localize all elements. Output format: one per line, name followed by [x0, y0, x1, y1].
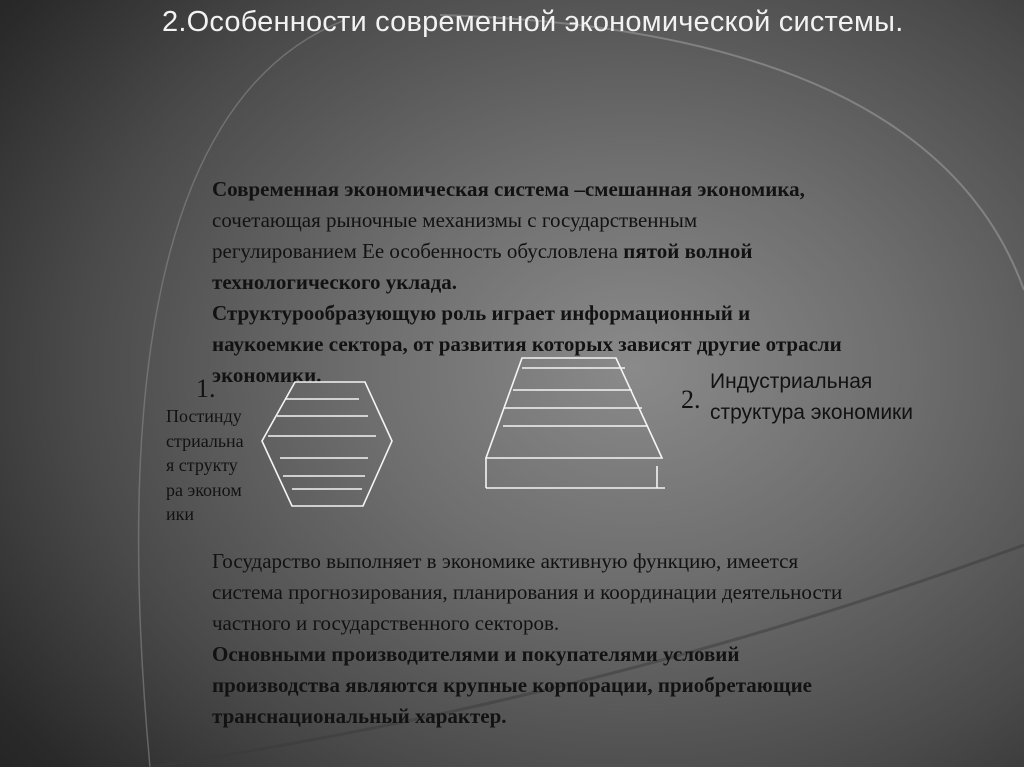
p2-line-5: производства являются крупные корпорации, приобретающие	[212, 673, 812, 697]
p2-line-1: Государство выполняет в экономике активную функцию, имеется	[212, 549, 799, 573]
paragraph-state-role	[212, 546, 1002, 732]
p1-line-4: технологического уклада.	[212, 270, 458, 294]
hexagon-outline	[262, 382, 392, 506]
p1-line-3-normal: регулированием Ее особенность обусловлена	[212, 239, 624, 263]
p1-line-6: наукоемкие сектора, от развития которых зависят другие отрасли	[212, 332, 842, 356]
diagram2-number: 2.	[681, 385, 701, 414]
p1-line-5: Структурообразующую роль играет информационный и	[212, 301, 751, 325]
diagram2-label: Индустриальная структура экономики	[710, 370, 913, 424]
p1-line-7: экономики.	[212, 363, 322, 387]
postindustrial-hexagon-diagram	[262, 382, 392, 506]
p2-line-3: частного и государственного секторов.	[212, 611, 560, 635]
diagram1-number: 1.	[196, 374, 216, 403]
p1-line-1: Современная экономическая система –смешанная экономика,	[212, 177, 805, 201]
slide-title: 2.Особенности современной экономической системы.	[162, 6, 904, 38]
p1-line-3-bold: пятой волной	[623, 239, 753, 263]
industrial-trapezoid-diagram	[486, 358, 665, 488]
diagram1-label: Постиндустриальная структура экономики	[166, 406, 244, 524]
p2-line-4: Основными производителями и покупателями условий	[212, 642, 740, 666]
p2-line-2: система прогнозирования, планирования и координации деятельности	[212, 580, 843, 604]
p1-line-2: сочетающая рыночные механизмы с государственным	[212, 208, 698, 232]
p2-line-6: транснациональный характер.	[212, 704, 507, 728]
